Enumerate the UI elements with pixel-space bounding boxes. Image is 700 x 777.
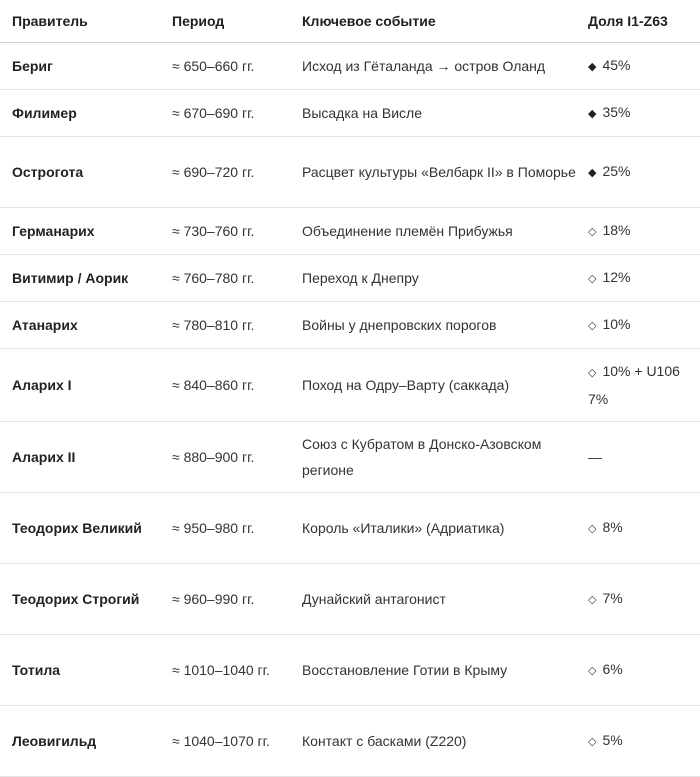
column-header-period: Период bbox=[160, 0, 290, 43]
event-cell: Восстановление Готии в Крыму bbox=[290, 635, 576, 706]
period-cell: ≈ 650–660 гг. bbox=[160, 43, 290, 90]
share-value: 7% bbox=[602, 590, 623, 606]
table-row bbox=[0, 137, 700, 208]
period-cell: ≈ 840–860 гг. bbox=[160, 349, 290, 422]
event-cell: Контакт с басками (Z220) bbox=[290, 706, 576, 777]
ruler-cell: Леовигильд bbox=[0, 706, 160, 777]
event-cell: Исход из Гёталанда → остров Оланд bbox=[290, 43, 576, 90]
share-cell bbox=[576, 208, 700, 255]
column-header-ruler: Правитель bbox=[0, 0, 160, 43]
share-value: 35% bbox=[602, 104, 631, 120]
hollow-diamond-icon: ◇ bbox=[588, 226, 597, 238]
event-cell: Переход к Днепру bbox=[290, 255, 576, 302]
hollow-diamond-icon: ◇ bbox=[588, 367, 597, 379]
ruler-cell: Германарих bbox=[0, 208, 160, 255]
hollow-diamond-icon: ◇ bbox=[588, 320, 597, 332]
ruler-cell: Острогота bbox=[0, 137, 160, 208]
share-value: 45% bbox=[602, 57, 631, 73]
filled-diamond-icon: ◆ bbox=[588, 167, 597, 179]
share-cell bbox=[576, 706, 700, 777]
event-cell: Войны у днепровских порогов bbox=[290, 302, 576, 349]
table-row bbox=[0, 493, 700, 564]
hollow-diamond-icon: ◇ bbox=[588, 523, 597, 535]
table-header-row bbox=[0, 0, 700, 43]
ruler-cell: Атанарих bbox=[0, 302, 160, 349]
hollow-diamond-icon: ◇ bbox=[588, 665, 597, 677]
share-cell bbox=[576, 349, 700, 422]
filled-diamond-icon: ◆ bbox=[588, 61, 597, 73]
event-cell: Союз с Кубратом в Донско-Азовском регионе bbox=[290, 422, 576, 493]
share-value: 25% bbox=[602, 163, 631, 179]
table-row bbox=[0, 90, 700, 137]
share-cell bbox=[576, 137, 700, 208]
table-row bbox=[0, 43, 700, 90]
table-row bbox=[0, 208, 700, 255]
ruler-cell: Теодорих Строгий bbox=[0, 564, 160, 635]
table-row bbox=[0, 635, 700, 706]
period-cell: ≈ 780–810 гг. bbox=[160, 302, 290, 349]
event-cell: Дунайский антагонист bbox=[290, 564, 576, 635]
table-row bbox=[0, 255, 700, 302]
period-cell: ≈ 960–990 гг. bbox=[160, 564, 290, 635]
share-cell bbox=[576, 90, 700, 137]
table-row bbox=[0, 349, 700, 422]
event-cell: Поход на Одру–Варту (саккада) bbox=[290, 349, 576, 422]
event-cell: Высадка на Висле bbox=[290, 90, 576, 137]
hollow-diamond-icon: ◇ bbox=[588, 273, 597, 285]
share-value: 10% + U106 7% bbox=[588, 363, 680, 407]
share-cell bbox=[576, 255, 700, 302]
period-cell: ≈ 880–900 гг. bbox=[160, 422, 290, 493]
share-cell bbox=[576, 564, 700, 635]
period-cell: ≈ 1010–1040 гг. bbox=[160, 635, 290, 706]
hollow-diamond-icon: ◇ bbox=[588, 594, 597, 606]
share-value: 5% bbox=[602, 732, 623, 748]
ruler-cell: Тотила bbox=[0, 635, 160, 706]
period-cell: ≈ 950–980 гг. bbox=[160, 493, 290, 564]
ruler-cell: Теодорих Великий bbox=[0, 493, 160, 564]
event-cell: Объединение племён Прибужья bbox=[290, 208, 576, 255]
event-cell: Расцвет культуры «Велбарк II» в Поморье bbox=[290, 137, 576, 208]
ruler-cell: Аларих II bbox=[0, 422, 160, 493]
ruler-cell: Бериг bbox=[0, 43, 160, 90]
share-cell bbox=[576, 493, 700, 564]
period-cell: ≈ 760–780 гг. bbox=[160, 255, 290, 302]
share-value: 18% bbox=[602, 222, 631, 238]
ruler-cell: Аларих I bbox=[0, 349, 160, 422]
column-header-event: Ключевое событие bbox=[290, 0, 576, 43]
period-cell: ≈ 670–690 гг. bbox=[160, 90, 290, 137]
table-row bbox=[0, 302, 700, 349]
share-value: 12% bbox=[602, 269, 631, 285]
period-cell: ≈ 730–760 гг. bbox=[160, 208, 290, 255]
period-cell: ≈ 690–720 гг. bbox=[160, 137, 290, 208]
ruler-cell: Филимер bbox=[0, 90, 160, 137]
share-cell bbox=[576, 43, 700, 90]
ruler-cell: Витимир / Аорик bbox=[0, 255, 160, 302]
event-cell: Король «Италики» (Адриатика) bbox=[290, 493, 576, 564]
share-cell bbox=[576, 635, 700, 706]
share-value: 8% bbox=[602, 519, 623, 535]
share-cell bbox=[576, 422, 700, 493]
filled-diamond-icon: ◆ bbox=[588, 108, 597, 120]
share-value: — bbox=[588, 449, 602, 465]
column-header-share: Доля I1-Z63 bbox=[576, 0, 700, 43]
table-row bbox=[0, 564, 700, 635]
share-cell bbox=[576, 302, 700, 349]
hollow-diamond-icon: ◇ bbox=[588, 736, 597, 748]
table-row bbox=[0, 422, 700, 493]
table-row bbox=[0, 706, 700, 777]
share-value: 6% bbox=[602, 661, 623, 677]
share-value: 10% bbox=[602, 316, 631, 332]
period-cell: ≈ 1040–1070 гг. bbox=[160, 706, 290, 777]
